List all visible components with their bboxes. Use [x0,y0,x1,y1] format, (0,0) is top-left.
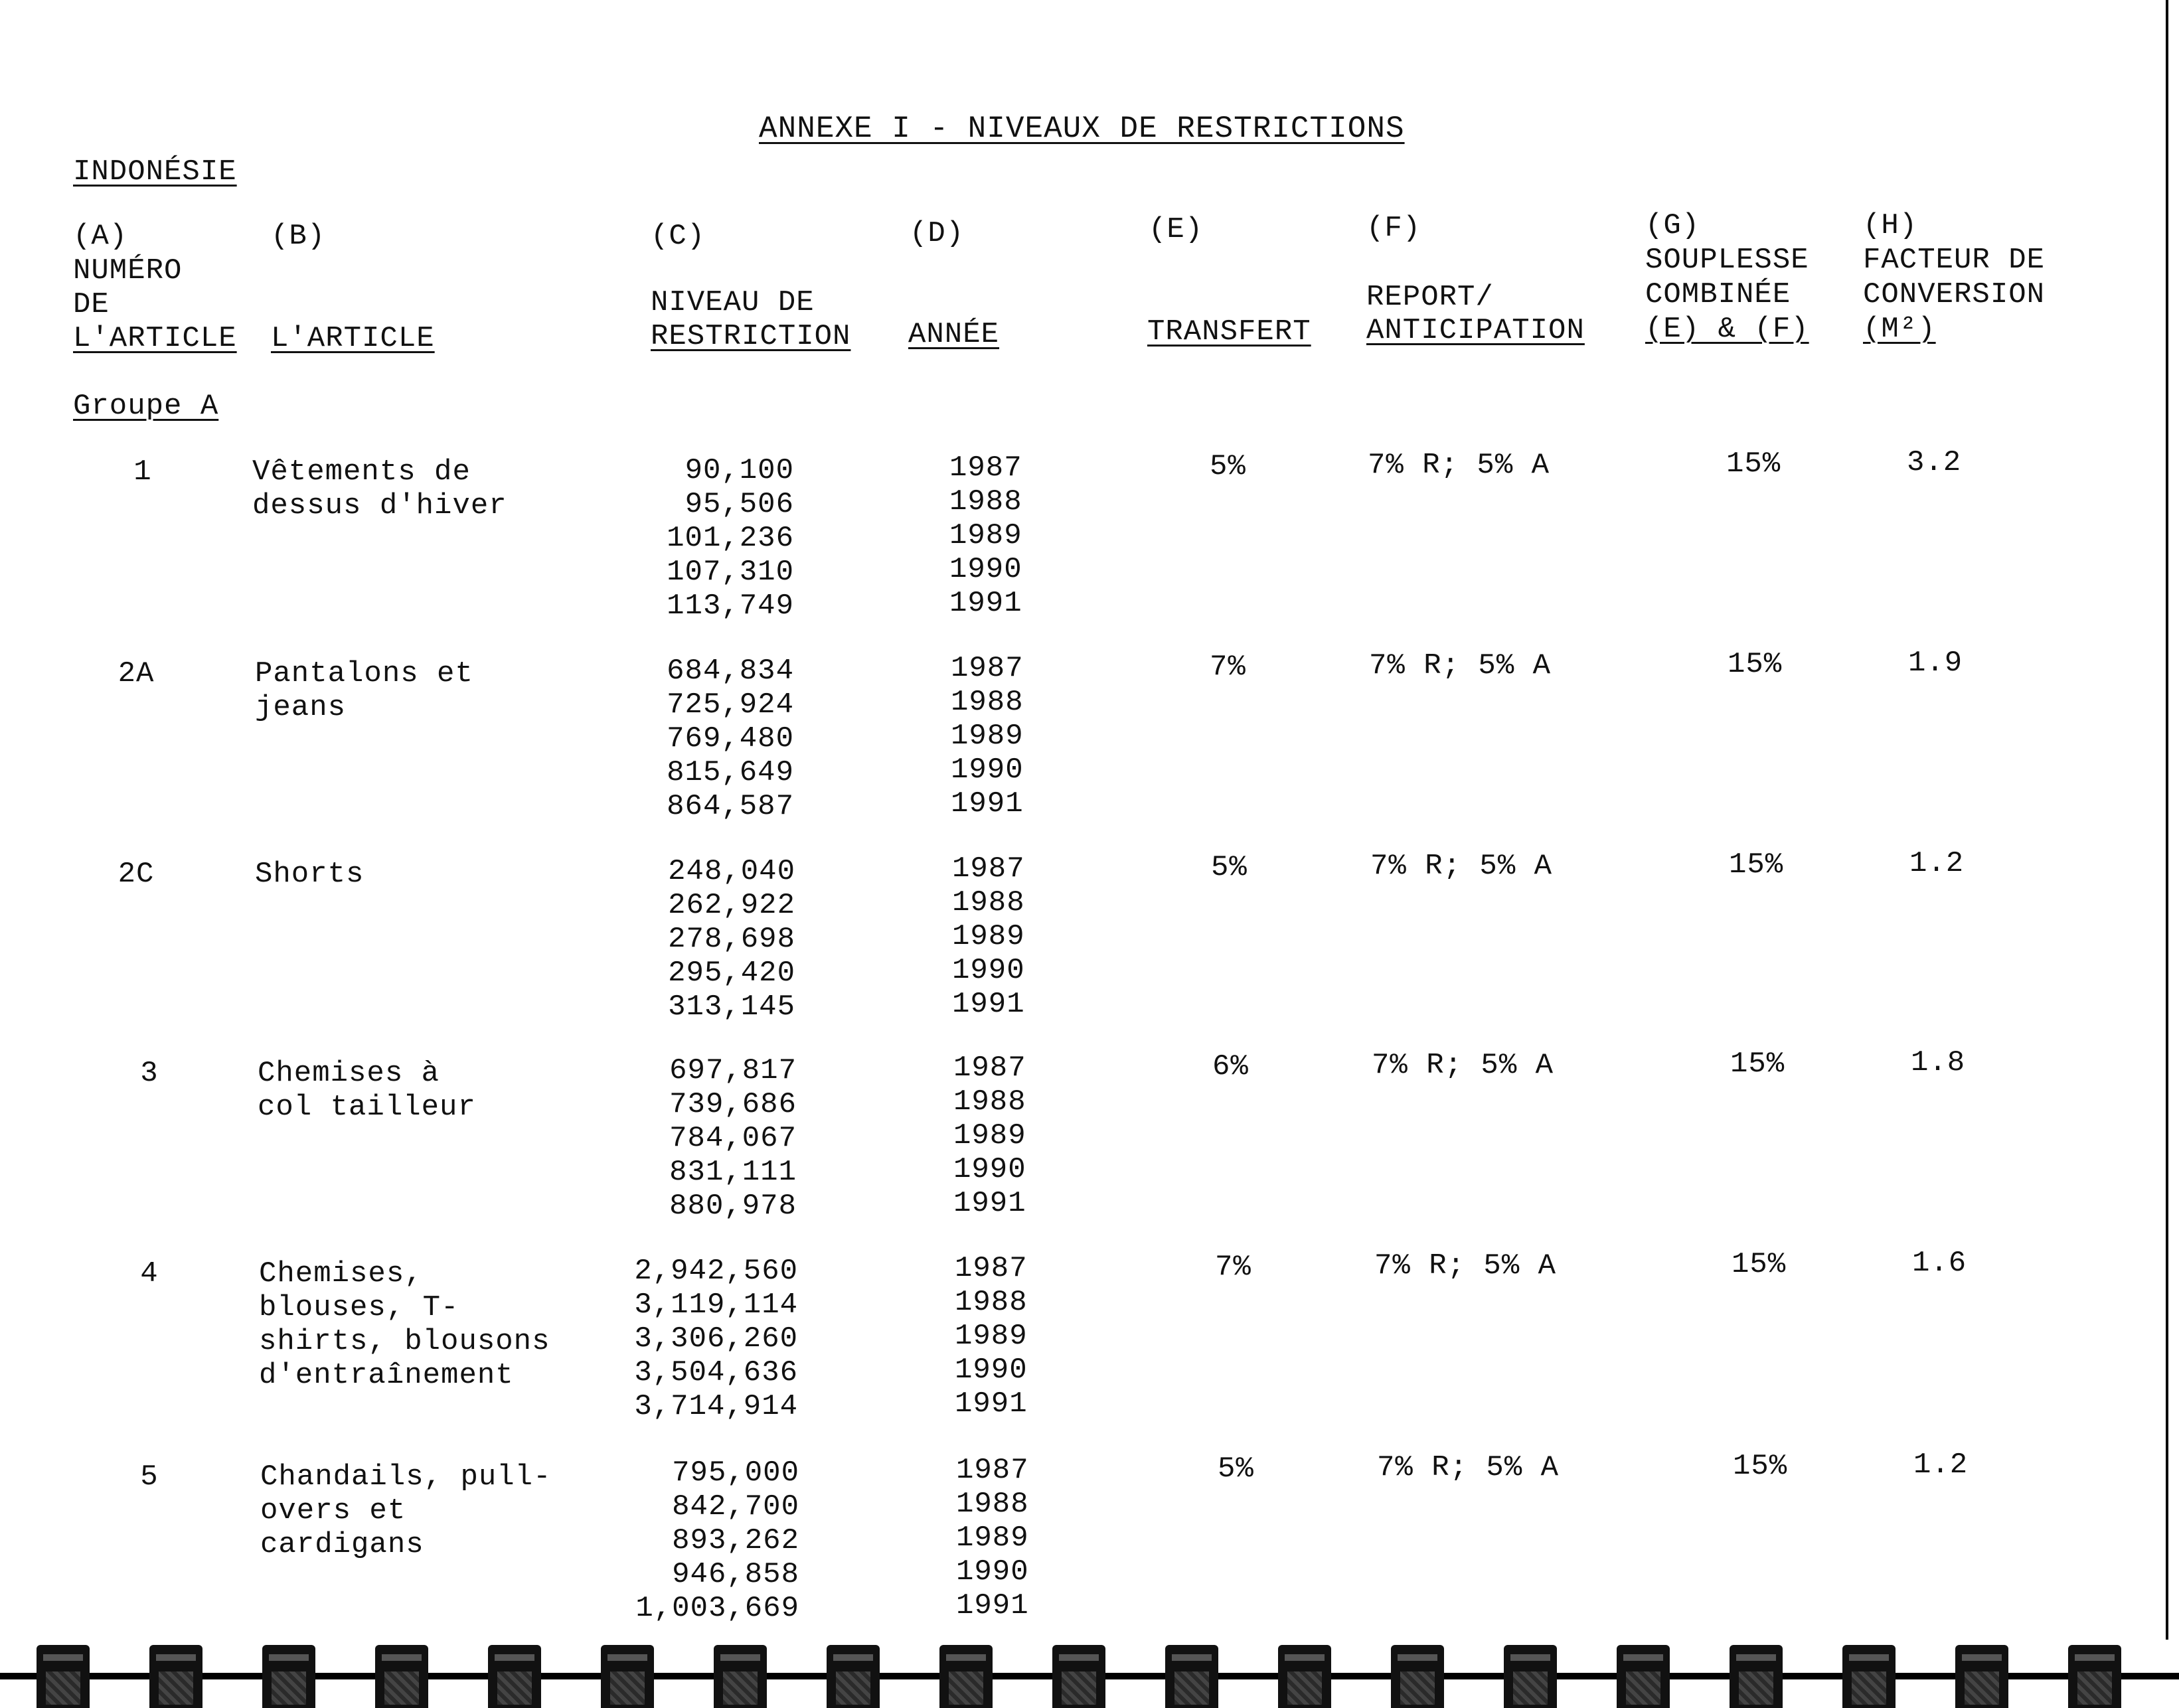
restriction-levels: 90,100 95,506 101,236 107,310 113,749 [667,454,794,623]
col-g-label-3: (E) & (F) [1645,313,1809,346]
col-h-label-2: CONVERSION [1863,278,2046,311]
combined-flexibility-value: 15% [1726,447,1781,481]
combined-flexibility-value: 15% [1733,1450,1788,1483]
restriction-levels: 697,817 739,686 784,067 831,111 880,978 [669,1054,797,1223]
binding-ring [601,1645,654,1708]
years: 1987 1988 1989 1990 1991 [956,1454,1029,1622]
years: 1987 1988 1989 1990 1991 [949,451,1022,620]
years: 1987 1988 1989 1990 1991 [951,652,1024,820]
col-c-letter: (C) [651,220,706,253]
transfer-value: 5% [1210,450,1246,483]
item-description: Vêtements de dessus d'hiver [252,455,507,522]
carry-forward-value: 7% R; 5% A [1370,850,1553,883]
item-description: Chemises, blouses, T- shirts, blousons d'entraînement [259,1257,550,1392]
binding-ring [1730,1645,1783,1708]
restriction-levels: 2,942,560 3,119,114 3,306,260 3,504,636 3,714,914 [634,1255,798,1423]
col-h-label-3: (M²) [1863,313,1936,346]
combined-flexibility-value: 15% [1729,848,1784,882]
combined-flexibility-value: 15% [1732,1248,1787,1281]
binding-ring [1842,1645,1896,1708]
binding-ring [149,1645,202,1708]
binding-ring [2068,1645,2121,1708]
conversion-factor-value: 1.2 [1909,847,1965,880]
binding-ring [827,1645,880,1708]
col-g-label-1: SOUPLESSE [1645,244,1809,277]
item-number: 2C [118,858,155,891]
binding-ring [1052,1645,1105,1708]
conversion-factor-value: 3.2 [1907,446,1962,479]
col-a-label-2: DE [73,288,110,321]
col-d-letter: (D) [910,217,965,250]
col-a-label-3: L'ARTICLE [73,322,237,355]
binding-ring [1391,1645,1444,1708]
col-e-letter: (E) [1149,213,1204,246]
binding-ring [1617,1645,1670,1708]
carry-forward-value: 7% R; 5% A [1377,1451,1560,1484]
binding-ring [714,1645,767,1708]
item-description: Pantalons et jeans [255,657,473,724]
col-f-label-1: REPORT/ [1366,281,1494,314]
carry-forward-value: 7% R; 5% A [1369,649,1552,682]
carry-forward-value: 7% R; 5% A [1374,1249,1557,1282]
binding-ring [1504,1645,1557,1708]
binding-ring [488,1645,541,1708]
combined-flexibility-value: 15% [1730,1048,1785,1081]
col-b-letter: (B) [271,220,326,253]
item-description: Chemises à col tailleur [258,1057,476,1124]
item-number: 3 [140,1057,159,1090]
item-number: 2A [118,657,155,690]
item-description: Chandails, pull- overs et cardigans [260,1460,552,1561]
col-g-letter: (G) [1645,209,1700,242]
restriction-levels: 684,834 725,924 769,480 815,649 864,587 [667,655,794,823]
item-number: 4 [140,1257,159,1290]
transfer-value: 5% [1211,851,1248,884]
col-a-label-1: NUMÉRO [73,254,183,287]
country-heading: INDONÉSIE [73,155,237,189]
col-c-label-2: RESTRICTION [651,320,851,353]
transfer-value: 6% [1212,1050,1249,1083]
binding-ring [375,1645,428,1708]
item-number: 5 [140,1460,159,1494]
transfer-value: 5% [1218,1452,1254,1486]
col-d-label: ANNÉE [908,318,1000,351]
col-f-letter: (F) [1366,212,1421,245]
item-description: Shorts [255,858,364,891]
col-b-label: L'ARTICLE [271,322,435,355]
col-c-label-1: NIVEAU DE [651,286,815,319]
binding-ring [1278,1645,1331,1708]
binding-ring [262,1645,315,1708]
transfer-value: 7% [1215,1251,1251,1284]
carry-forward-value: 7% R; 5% A [1368,449,1550,482]
binding-ring [939,1645,993,1708]
col-h-label-1: FACTEUR DE [1863,244,2046,277]
col-e-label: TRANSFERT [1147,315,1311,349]
col-g-label-2: COMBINÉE [1645,278,1791,311]
years: 1987 1988 1989 1990 1991 [952,852,1025,1021]
item-number: 1 [133,455,152,489]
col-f-label-2: ANTICIPATION [1366,314,1585,347]
col-h-letter: (H) [1863,209,1918,242]
conversion-factor-value: 1.6 [1912,1247,1967,1280]
conversion-factor-value: 1.8 [1911,1046,1966,1079]
binding-ring [37,1645,90,1708]
restriction-levels: 248,040 262,922 278,698 295,420 313,145 [668,855,795,1024]
binding-ring [1165,1645,1218,1708]
restriction-levels: 795,000 842,700 893,262 946,858 1,003,669 [635,1456,799,1625]
page-title: ANNEXE I - NIVEAUX DE RESTRICTIONS [759,112,1405,146]
carry-forward-value: 7% R; 5% A [1372,1049,1554,1082]
conversion-factor-value: 1.9 [1908,647,1963,680]
combined-flexibility-value: 15% [1728,648,1783,681]
transfer-value: 7% [1210,651,1246,684]
group-heading: Groupe A [73,390,219,423]
years: 1987 1988 1989 1990 1991 [955,1252,1028,1421]
binding-ring [1955,1645,2008,1708]
col-a-letter: (A) [73,220,128,253]
page-edge [2166,0,2168,1640]
years: 1987 1988 1989 1990 1991 [953,1051,1026,1220]
conversion-factor-value: 1.2 [1913,1448,1969,1482]
